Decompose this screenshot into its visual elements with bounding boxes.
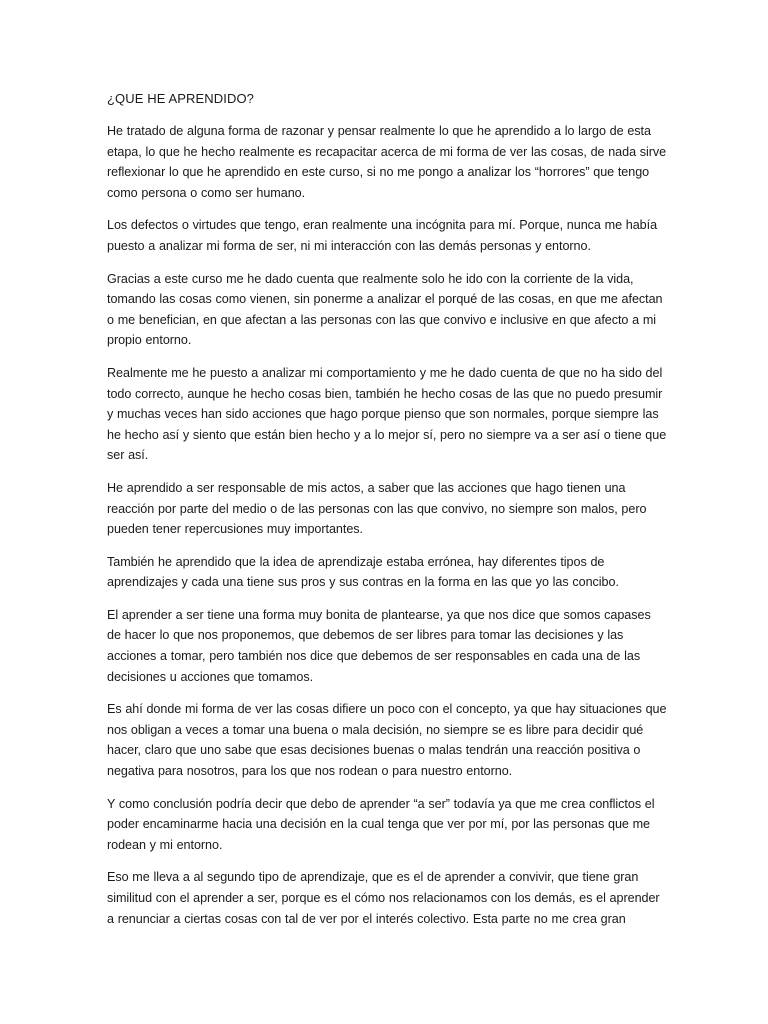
paragraph-1: He tratado de alguna forma de razonar y pensar realmente lo que he aprendido a lo largo de esta etapa, lo que he hecho realmente es recapacitar acerca de mi forma de ver las cosas, de nada sirve reflexionar lo que he aprendido en este curso, si no me pongo a analizar los “horrores” que tengo como persona o como ser humano.: [107, 124, 667, 200]
paragraph-7: El aprender a ser tiene una forma muy bonita de plantearse, ya que nos dice que somos capases de hacer lo que nos proponemos, que debemos de ser libres para tomar las decisiones y las acciones a tomar, pero también nos dice que debemos de ser responsables en cada una de las decisiones u acciones que tomamos.: [107, 607, 651, 684]
paragraph-9: Y como conclusión podría decir que debo de aprender “a ser” todavía ya que me crea conflictos el poder encaminarme hacia una decisión en la cual tenga que ver por mí, por las personas que me rodean y mi entorno.: [107, 796, 655, 852]
paragraph-6: También he aprendido que la idea de aprendizaje estaba errónea, hay diferentes tipos de aprendizajes y cada una tiene sus pros y sus contras en la forma en las que yo las concibo.: [107, 554, 619, 590]
paragraph-3: Gracias a este curso me he dado cuenta que realmente solo he ido con la corriente de la vida, tomando las cosas como vienen, sin ponerme a analizar el porqué de las cosas, en que me afectan o me benefician, en que afectan a las personas con las que convivo e inclusive en que afecto a mi propio entorno.: [107, 271, 663, 348]
document-title: ¿QUE HE APRENDIDO?: [107, 91, 254, 106]
paragraph-2: Los defectos o virtudes que tengo, eran realmente una incógnita para mí. Porque, nunca me había puesto a analizar mi forma de ser, ni mi interacción con las demás personas y entorno.: [107, 218, 658, 253]
paragraph-5: He aprendido a ser responsable de mis actos, a saber que las acciones que hago tienen una reacción por parte del medio o de las personas con las que convivo, no siempre son malos, pero pueden tener repercusiones muy importantes.: [107, 480, 647, 537]
paragraph-10: Eso me lleva a al segundo tipo de aprendizaje, que es el de aprender a convivir, que tiene gran similitud con el aprender a ser, porque es el cómo nos relacionamos con los demás, es el aprender a renunciar a ciertas cosas con tal de ver por el interés colectivo. Esta parte no me crea gran: [107, 870, 660, 926]
paragraph-8: Es ahí donde mi forma de ver las cosas difiere un poco con el concepto, ya que hay situaciones que nos obligan a veces a tomar una buena o mala decisión, no siempre se es libre para decidir qué hacer, claro que uno sabe que esas decisiones buenas o malas tendrán una reacción positiva o negativa para nosotros, para los que nos rodean o para nuestro entorno.: [107, 702, 667, 779]
paragraph-4: Realmente me he puesto a analizar mi comportamiento y me he dado cuenta de que no ha sido del todo correcto, aunque he hecho cosas bien, también he hecho cosas de las que no puedo presumir y muchas veces han sido acciones que hago porque pienso que son normales, porque siempre las he hecho así y siento que están bien hecho y a lo mejor sí, pero no siempre va a ser así o tiene que ser así.: [107, 365, 667, 463]
